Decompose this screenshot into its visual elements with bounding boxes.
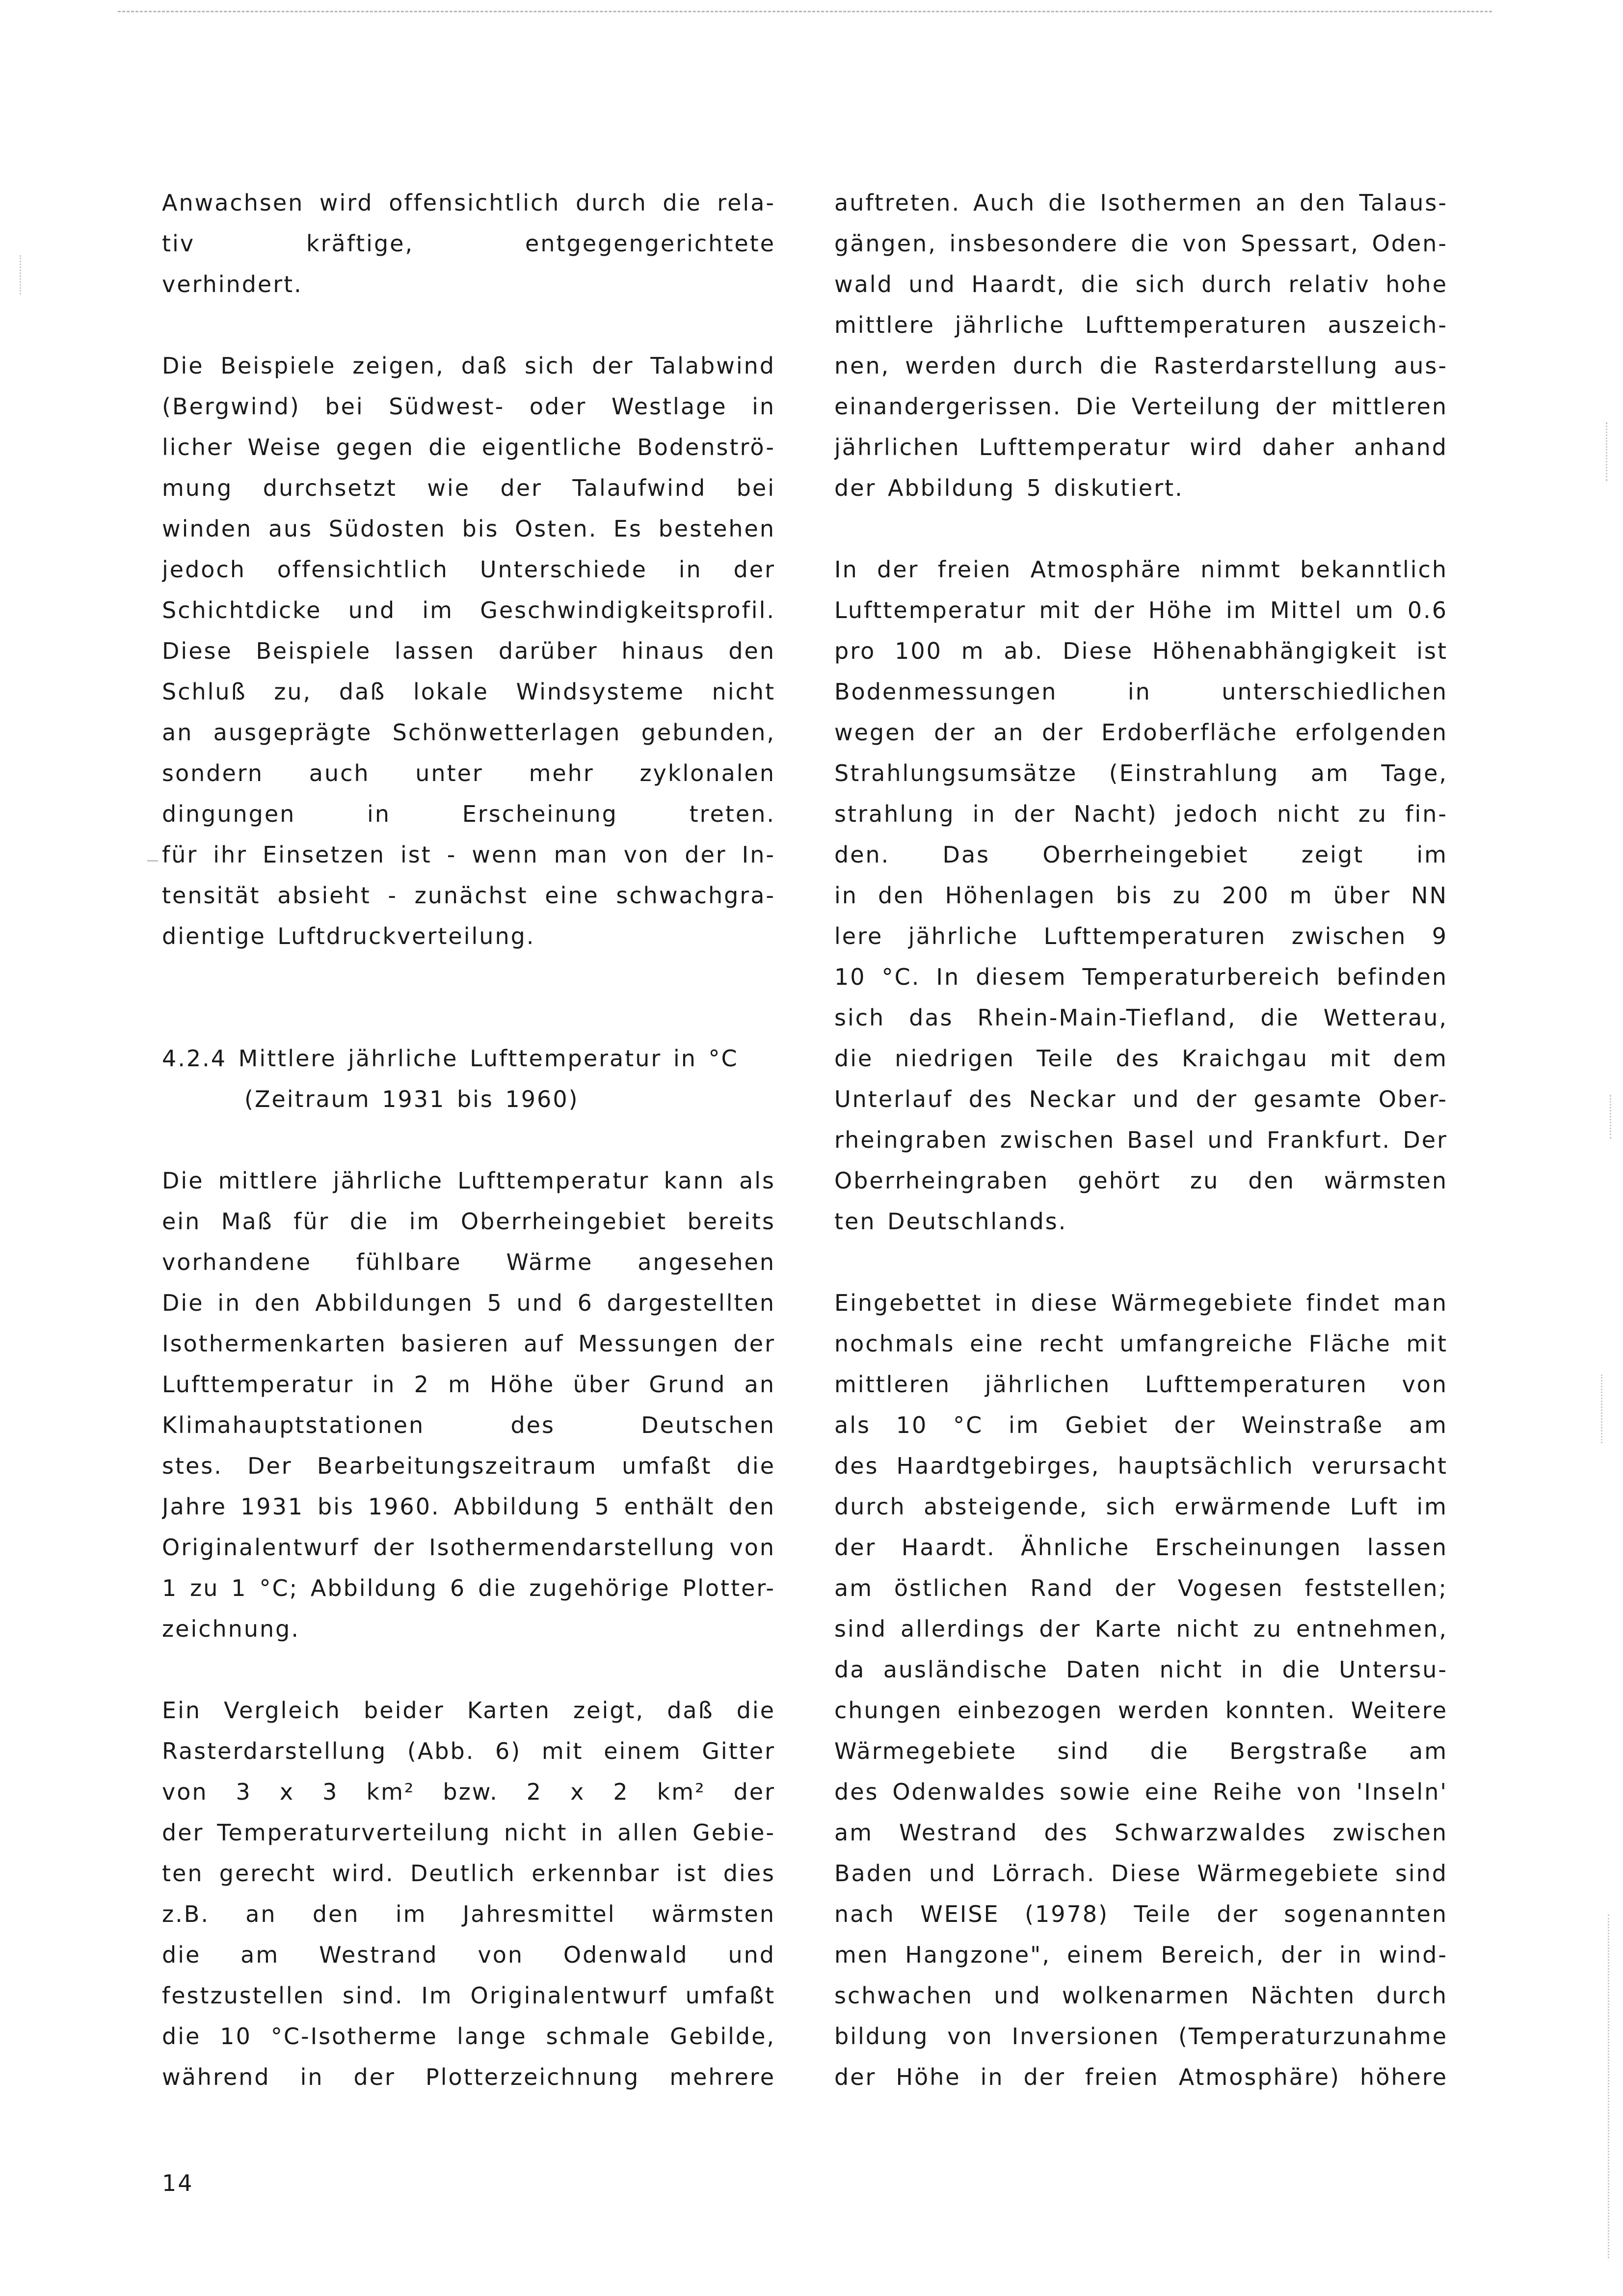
paragraph-gap [162, 998, 775, 1038]
scan-margin-mark [1601, 1375, 1602, 1443]
text-line: dientige Luftdruckverteilung. [162, 923, 535, 949]
text-line: strahlung in der Nacht) jedoch nicht zu fin- [834, 801, 1448, 827]
text-line: mittlere jährliche Lufttemperaturen auszeich- [834, 312, 1448, 338]
text-line: Baden und Lörrach. Diese Wärmegebiete sind [834, 1860, 1448, 1887]
page-number: 14 [162, 2170, 194, 2196]
text-line: die 10 °C-Isotherme lange schmale Gebilde, [162, 2023, 775, 2050]
text-line: Schichtdicke und im Geschwindigkeitsprofil. [162, 597, 775, 623]
text-line: rheingraben zwischen Basel und Frankfurt. Der [834, 1127, 1448, 1153]
text-line: stes. Der Bearbeitungszeitraum umfaßt die [162, 1453, 775, 1479]
text-line: Diese Beispiele lassen darüber hinaus den [162, 638, 775, 664]
text-line: sondern auch unter mehr zyklonalen [162, 760, 775, 786]
scan-margin-mark [1610, 1095, 1611, 1139]
text-line: der Abbildung 5 diskutiert. [834, 475, 1184, 501]
text-line: für ihr Einsetzen ist - wenn man von der In- [162, 841, 775, 868]
text-line: ten Deutschlands. [834, 1208, 1067, 1235]
text-line: Schluß zu, daß lokale Windsysteme nicht [162, 678, 775, 705]
text-line: in den Höhenlagen bis zu 200 m über NN [834, 882, 1448, 909]
text-line: Eingebettet in diese Wärmegebiete findet man [834, 1290, 1448, 1316]
text-line: tiv kräftige, entgegengerichtete [162, 230, 775, 257]
text-line: Die Beispiele zeigen, daß sich der Talabwind [162, 352, 775, 379]
text-line: Strahlungsumsätze (Einstrahlung am Tage, [834, 760, 1448, 786]
text-line: nen, werden durch die Rasterdarstellung aus- [834, 352, 1448, 379]
text-line: festzustellen sind. Im Originalentwurf umfaßt [162, 1982, 775, 2009]
text-line: gängen, insbesondere die von Spessart, Oden- [834, 230, 1448, 257]
text-line: Rasterdarstellung (Abb. 6) mit einem Gitter [162, 1738, 775, 1764]
text-line: Isothermenkarten basieren auf Messungen der [162, 1330, 775, 1357]
text-line: Klimahauptstationen des Deutschen [162, 1412, 775, 1438]
paragraph-gap [162, 305, 775, 346]
text-line: sind allerdings der Karte nicht zu entnehmen, [834, 1616, 1448, 1642]
text-line: der Höhe in der freien Atmosphäre) höhere [834, 2064, 1448, 2090]
text-line: schwachen und wolkenarmen Nächten durch [834, 1982, 1448, 2009]
text-line: ten gerecht wird. Deutlich erkennbar ist dies [162, 1860, 775, 1887]
text-line: auftreten. Auch die Isothermen an den Talaus- [834, 189, 1448, 216]
text-line: lere jährliche Lufttemperaturen zwischen 9 [834, 923, 1448, 949]
text-line: der Haardt. Ähnliche Erscheinungen lassen [834, 1534, 1448, 1561]
text-line: Jahre 1931 bis 1960. Abbildung 5 enthält den [162, 1493, 775, 1520]
text-line: licher Weise gegen die eigentliche Bodenströ- [162, 434, 775, 460]
scan-margin-mark [147, 860, 158, 862]
text-line: 1 zu 1 °C; Abbildung 6 die zugehörige Plotter- [162, 1575, 775, 1601]
text-line: nochmals eine recht umfangreiche Fläche mit [834, 1330, 1448, 1357]
scan-margin-mark [20, 255, 21, 295]
text-line: von 3 x 3 km² bzw. 2 x 2 km² der [162, 1779, 775, 1805]
text-line: als 10 °C im Gebiet der Weinstraße am [834, 1412, 1448, 1438]
text-line: durch absteigende, sich erwärmende Luft im [834, 1493, 1448, 1520]
text-line: mung durchsetzt wie der Talaufwind bei [162, 475, 775, 501]
text-line: Lufttemperatur in 2 m Höhe über Grund an [162, 1371, 775, 1398]
text-line: Bodenmessungen in unterschiedlichen [834, 678, 1448, 705]
text-line: an ausgeprägte Schönwetterlagen gebunden, [162, 719, 775, 746]
text-line: jährlichen Lufttemperatur wird daher anhand [834, 434, 1448, 460]
text-line: men Hangzone", einem Bereich, der in wind- [834, 1942, 1448, 1968]
text-line: mittleren jährlichen Lufttemperaturen von [834, 1371, 1448, 1398]
text-line: winden aus Südosten bis Osten. Es bestehen [162, 515, 775, 542]
text-line: am Westrand des Schwarzwaldes zwischen [834, 1819, 1448, 1846]
paragraph-gap [834, 1242, 1448, 1283]
scan-margin-mark [1606, 422, 1607, 481]
text-line: dingungen in Erscheinung treten. [162, 801, 775, 827]
text-line: jedoch offensichtlich Unterschiede in der [162, 556, 775, 583]
text-line: da ausländische Daten nicht in die Untersu- [834, 1656, 1448, 1683]
text-line: Ein Vergleich beider Karten zeigt, daß die [162, 1697, 775, 1724]
text-line: ein Maß für die im Oberrheingebiet bereits [162, 1208, 775, 1235]
text-line: den. Das Oberrheingebiet zeigt im [834, 841, 1448, 868]
text-line: 4.2.4 Mittlere jährliche Lufttemperatur in °C [162, 1045, 739, 1072]
text-line: sich das Rhein-Main-Tiefland, die Wetterau, [834, 1004, 1448, 1031]
text-line: Originalentwurf der Isothermendarstellung von [162, 1534, 775, 1561]
text-line: tensität absieht - zunächst eine schwachgra- [162, 882, 775, 909]
scan-margin-mark [1608, 1915, 1609, 2258]
text-line: 10 °C. In diesem Temperaturbereich befinden [834, 964, 1448, 990]
text-line: Anwachsen wird offensichtlich durch die rela- [162, 189, 775, 216]
text-line: des Odenwaldes sowie eine Reihe von 'Inseln' [834, 1779, 1448, 1805]
text-line: (Zeitraum 1931 bis 1960) [244, 1086, 579, 1112]
paragraph-gap [162, 957, 775, 998]
text-line: wegen der an der Erdoberfläche erfolgenden [834, 719, 1448, 746]
text-line: die am Westrand von Odenwald und [162, 1942, 775, 1968]
left-text-column [162, 183, 775, 2098]
text-line: die niedrigen Teile des Kraichgau mit dem [834, 1045, 1448, 1072]
text-line: verhindert. [162, 271, 303, 297]
scan-top-edge [118, 11, 1492, 12]
paragraph-gap [162, 1649, 775, 1690]
text-line: Die mittlere jährliche Lufttemperatur kann als [162, 1167, 775, 1194]
text-line: pro 100 m ab. Diese Höhenabhängigkeit ist [834, 638, 1448, 664]
text-line: vorhandene fühlbare Wärme angesehen [162, 1249, 775, 1275]
text-line: zeichnung. [162, 1616, 300, 1642]
text-line: chungen einbezogen werden konnten. Weitere [834, 1697, 1448, 1724]
text-line: Lufttemperatur mit der Höhe im Mittel um 0.6 [834, 597, 1448, 623]
text-line: Oberrheingraben gehört zu den wärmsten [834, 1167, 1448, 1194]
paragraph-gap [834, 509, 1448, 549]
right-text-column [834, 183, 1448, 2098]
text-line: einandergerissen. Die Verteilung der mittleren [834, 393, 1448, 420]
text-line: Wärmegebiete sind die Bergstraße am [834, 1738, 1448, 1764]
text-line: während in der Plotterzeichnung mehrere [162, 2064, 775, 2090]
text-line: Unterlauf des Neckar und der gesamte Ober- [834, 1086, 1448, 1112]
text-line: z.B. an den im Jahresmittel wärmsten [162, 1901, 775, 1927]
text-line: bildung von Inversionen (Temperaturzunahme [834, 2023, 1448, 2050]
text-line: am östlichen Rand der Vogesen feststellen; [834, 1575, 1448, 1601]
text-line: (Bergwind) bei Südwest- oder Westlage in [162, 393, 775, 420]
text-line: nach WEISE (1978) Teile der sogenannten [834, 1901, 1448, 1927]
paragraph-gap [162, 1120, 775, 1161]
text-line: Die in den Abbildungen 5 und 6 dargestellten [162, 1290, 775, 1316]
text-line: wald und Haardt, die sich durch relativ hohe [834, 271, 1448, 297]
text-line: der Temperaturverteilung nicht in allen Gebie- [162, 1819, 775, 1846]
text-line: In der freien Atmosphäre nimmt bekanntlich [834, 556, 1448, 583]
text-line: des Haardtgebirges, hauptsächlich verursacht [834, 1453, 1448, 1479]
